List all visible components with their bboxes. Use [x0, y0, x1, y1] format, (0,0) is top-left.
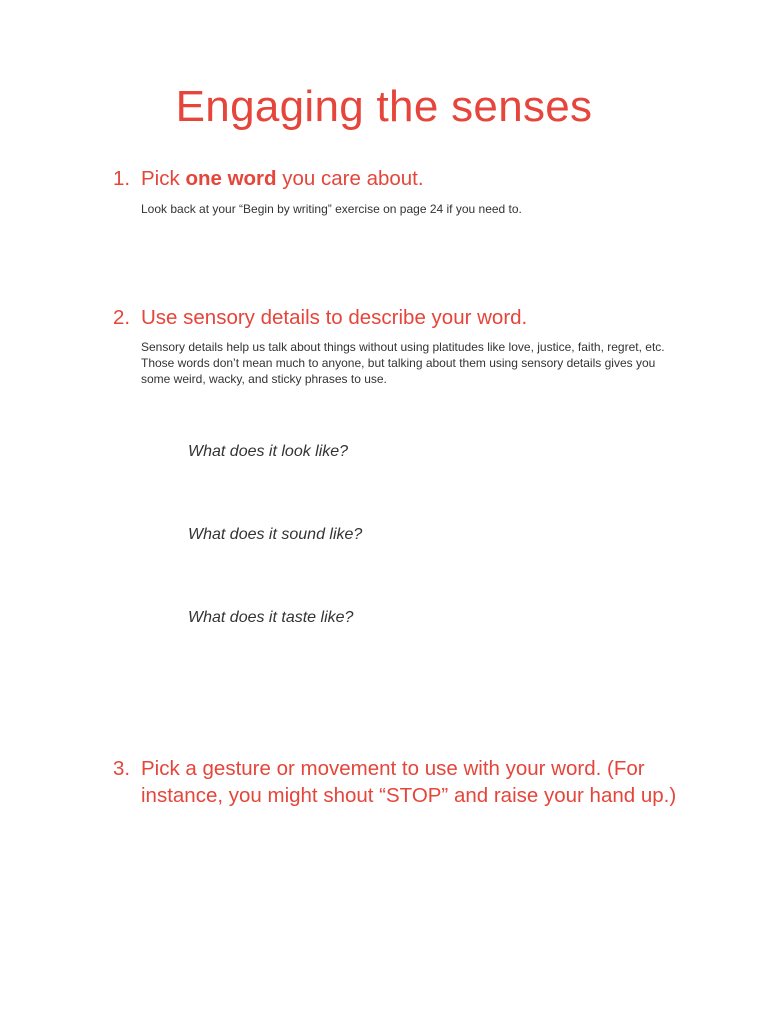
- question-sound: What does it sound like?: [188, 526, 363, 543]
- step-1-heading: [141, 166, 713, 193]
- question-look: What does it look like?: [188, 443, 349, 460]
- step-3-number: 3.: [113, 757, 131, 780]
- question-taste: What does it taste like?: [188, 609, 354, 626]
- step-1-note: Look back at your “Begin by writing” exercise on page 24 if you need to.: [141, 202, 522, 216]
- step-3-heading: Pick a gesture or movement to use with your word. (For instance, you might shout “STOP” and raise your hand up.): [141, 757, 677, 807]
- step-2-number: 2.: [113, 306, 131, 329]
- step-2-note: Sensory details help us talk about things without using platitudes like love, justice, faith, regret, etc. Those words don’t mean much to anyone, but talking about them using sensory details gives you some weird, wacky, and sticky phrases to use.: [141, 340, 665, 386]
- step-2-heading: Use sensory details to describe your word.: [141, 306, 528, 329]
- step-2: [113, 305, 713, 332]
- step-1: [113, 166, 713, 193]
- step-1-prefix: Pick: [141, 167, 186, 190]
- step-1-bold: one word: [185, 167, 277, 190]
- step-1-number: 1.: [113, 167, 131, 190]
- step-3: [113, 756, 713, 809]
- step-1-suffix: you care about.: [276, 167, 424, 190]
- page-title: Engaging the senses: [175, 82, 593, 131]
